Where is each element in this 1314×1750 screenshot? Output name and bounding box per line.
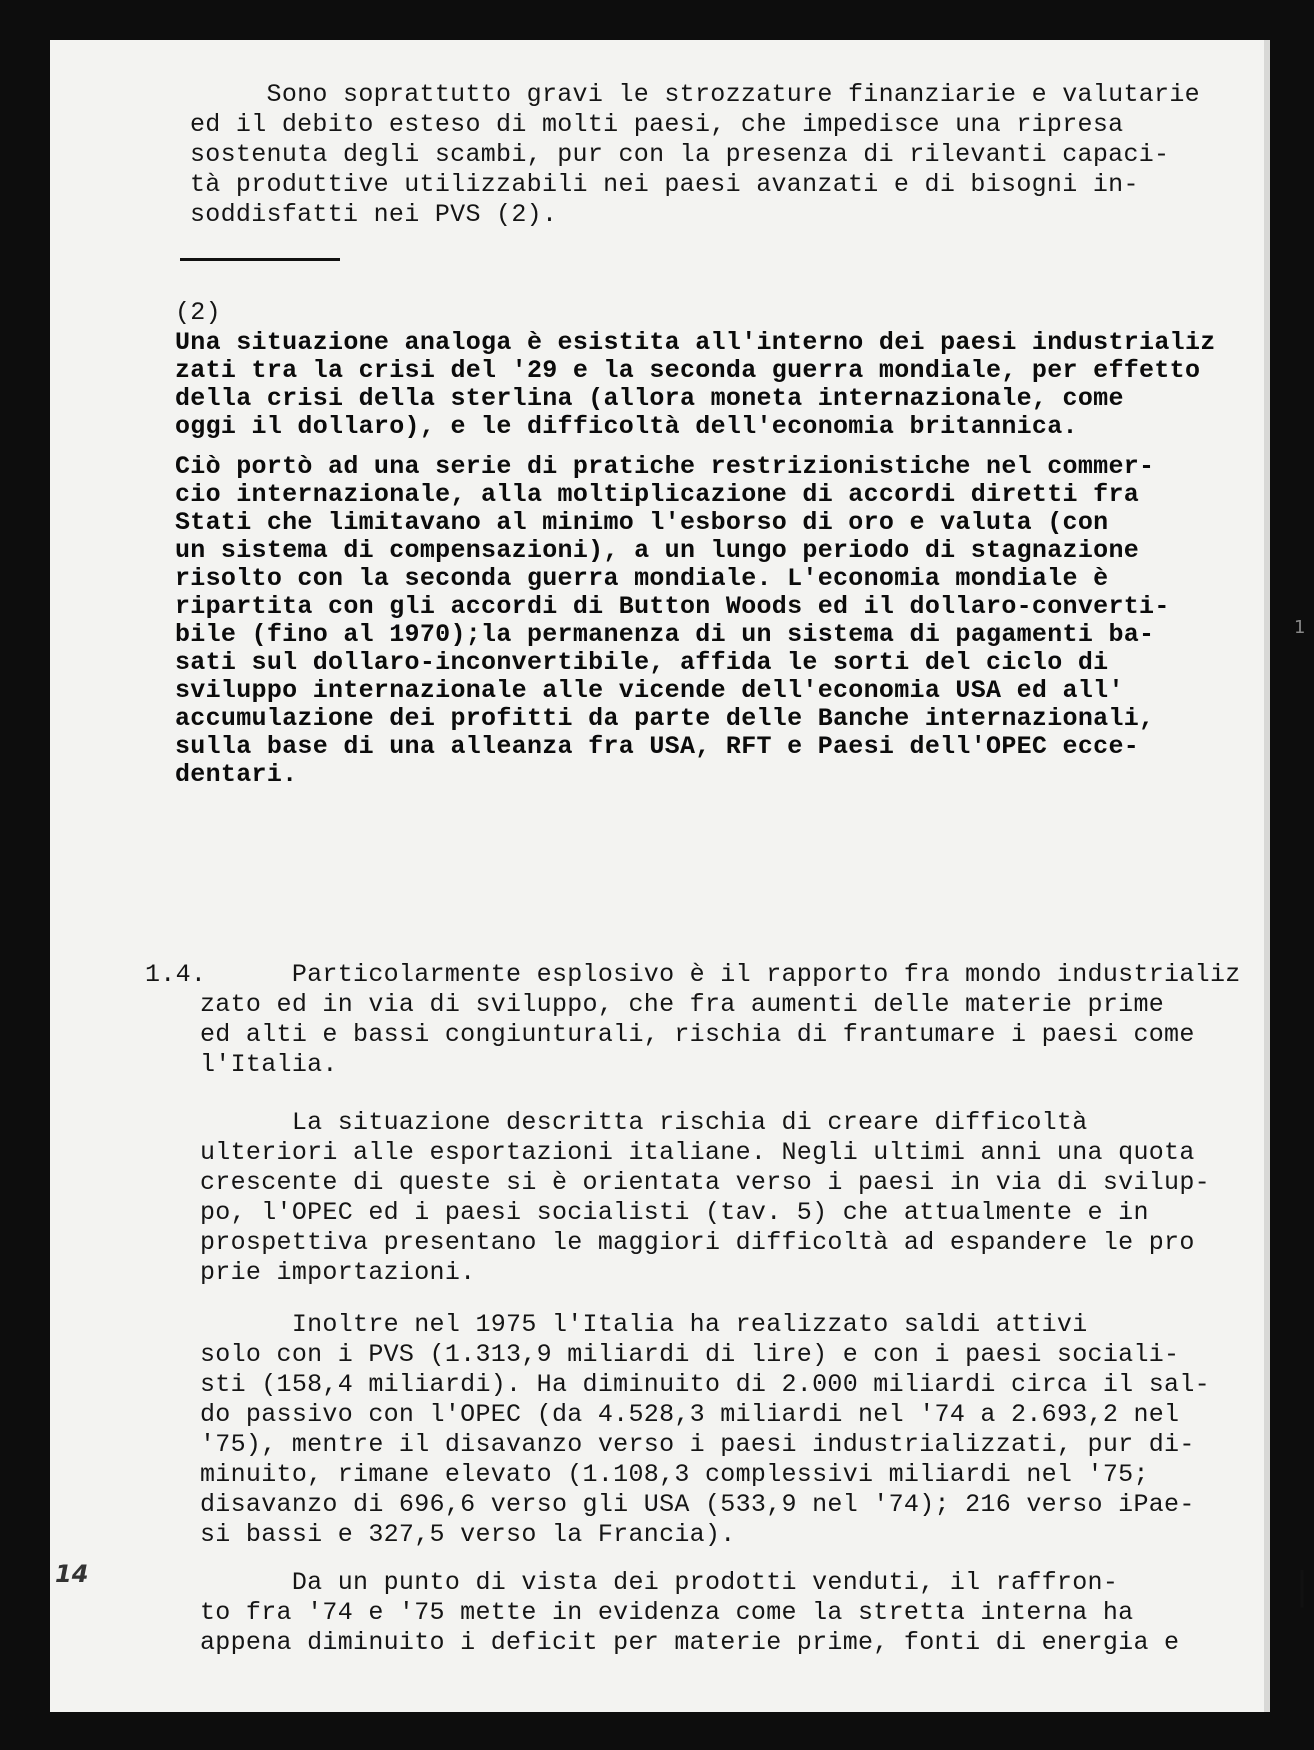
text-line: appena diminuito i deficit per materie prime, fonti di energia e (200, 1628, 1180, 1657)
text-line: La situazione descritta rischia di creare difficoltà (200, 1108, 1088, 1137)
page-spine-shadow (1264, 40, 1270, 1712)
edge-number: 1 (1294, 617, 1306, 638)
text-line: prospettiva presentano le maggiori difficoltà ad espandere le pro (200, 1228, 1195, 1257)
text-line: bile (fino al 1970);la permanenza di un sistema di pagamenti ba- (175, 620, 1155, 649)
text-line: zato ed in via di sviluppo, che fra aumenti delle materie prime (200, 990, 1165, 1019)
text-line: ulteriori alle esportazioni italiane. Negli ultimi anni una quota (200, 1138, 1195, 1167)
text-line: to fra '74 e '75 mette in evidenza come la stretta interna ha (200, 1598, 1134, 1627)
text-line: oggi il dollaro), e le difficoltà dell'economia britannica. (175, 412, 1078, 441)
text-line: '75), mentre il disavanzo verso i paesi industrializzati, pur di- (200, 1430, 1195, 1459)
text-line: tà produttive utilizzabili nei paesi avanzati e di bisogni in- (190, 170, 1139, 199)
footnote-label: (2) (175, 298, 221, 327)
text-line: l'Italia. (200, 1050, 338, 1079)
footnote-separator (180, 258, 340, 261)
text-line: accumulazione dei profitti da parte delle Banche internazionali, (175, 704, 1155, 733)
text-line: Da un punto di vista dei prodotti venduti, il raffron- (200, 1568, 1119, 1597)
page-number: 14 (55, 1560, 89, 1588)
text-line: risolto con la seconda guerra mondiale. L'economia mondiale è (175, 564, 1109, 593)
text-line: Ciò portò ad una serie di pratiche restrizionistiche nel commer- (175, 452, 1155, 481)
text-line: Sono soprattutto gravi le strozzature finanziarie e valutarie (190, 80, 1200, 109)
text-line: sulla base di una alleanza fra USA, RFT e Paesi dell'OPEC ecce- (175, 732, 1140, 761)
text-line: si bassi e 327,5 verso la Francia). (200, 1520, 736, 1549)
text-line: zati tra la crisi del '29 e la seconda guerra mondiale, per effetto (175, 356, 1201, 385)
document-page (50, 40, 1314, 1712)
text-line: minuito, rimane elevato (1.108,3 complessivi miliardi nel '75; (200, 1460, 1149, 1489)
text-line: Stati che limitavano al minimo l'esborso di oro e valuta (con (175, 508, 1109, 537)
text-line: Una situazione analoga è esistita all'interno dei paesi industrializ (175, 328, 1216, 357)
text-line: dentari. (175, 760, 298, 789)
text-line: Particolarmente esplosivo è il rapporto fra mondo industrializ (200, 960, 1241, 989)
text-line: Inoltre nel 1975 l'Italia ha realizzato saldi attivi (200, 1310, 1088, 1339)
text-line: della crisi della sterlina (allora moneta internazionale, come (175, 384, 1124, 413)
text-line: sostenuta degli scambi, pur con la presenza di rilevanti capaci- (190, 140, 1170, 169)
margin-mark: | (1290, 1567, 1314, 1612)
text-line: sti (158,4 miliardi). Ha diminuito di 2.000 miliardi circa il sal- (200, 1370, 1210, 1399)
section-number: 1.4. (145, 960, 207, 989)
text-line: soddisfatti nei PVS (2). (190, 200, 558, 229)
text-line: sati sul dollaro-inconvertibile, affida le sorti del ciclo di (175, 648, 1109, 677)
text-line: disavanzo di 696,6 verso gli USA (533,9 nel '74); 216 verso iPae- (200, 1490, 1195, 1519)
text-line: ed alti e bassi congiunturali, rischia di frantumare i paesi come (200, 1020, 1195, 1049)
text-line: crescente di queste si è orientata verso i paesi in via di svilup- (200, 1168, 1210, 1197)
text-line: do passivo con l'OPEC (da 4.528,3 miliardi nel '74 a 2.693,2 nel (200, 1400, 1180, 1429)
text-line: po, l'OPEC ed i paesi socialisti (tav. 5) che attualmente e in (200, 1198, 1149, 1227)
text-line: prie importazioni. (200, 1258, 476, 1287)
text-line: ripartita con gli accordi di Button Woods ed il dollaro-converti- (175, 592, 1170, 621)
text-line: un sistema di compensazioni), a un lungo periodo di stagnazione (175, 536, 1140, 565)
text-line: solo con i PVS (1.313,9 miliardi di lire) e con i paesi sociali- (200, 1340, 1180, 1369)
text-line: ed il debito esteso di molti paesi, che impedisce una ripresa (190, 110, 1124, 139)
text-line: cio internazionale, alla moltiplicazione di accordi diretti fra (175, 480, 1140, 509)
text-line: sviluppo internazionale alle vicende dell'economia USA ed all' (175, 676, 1124, 705)
